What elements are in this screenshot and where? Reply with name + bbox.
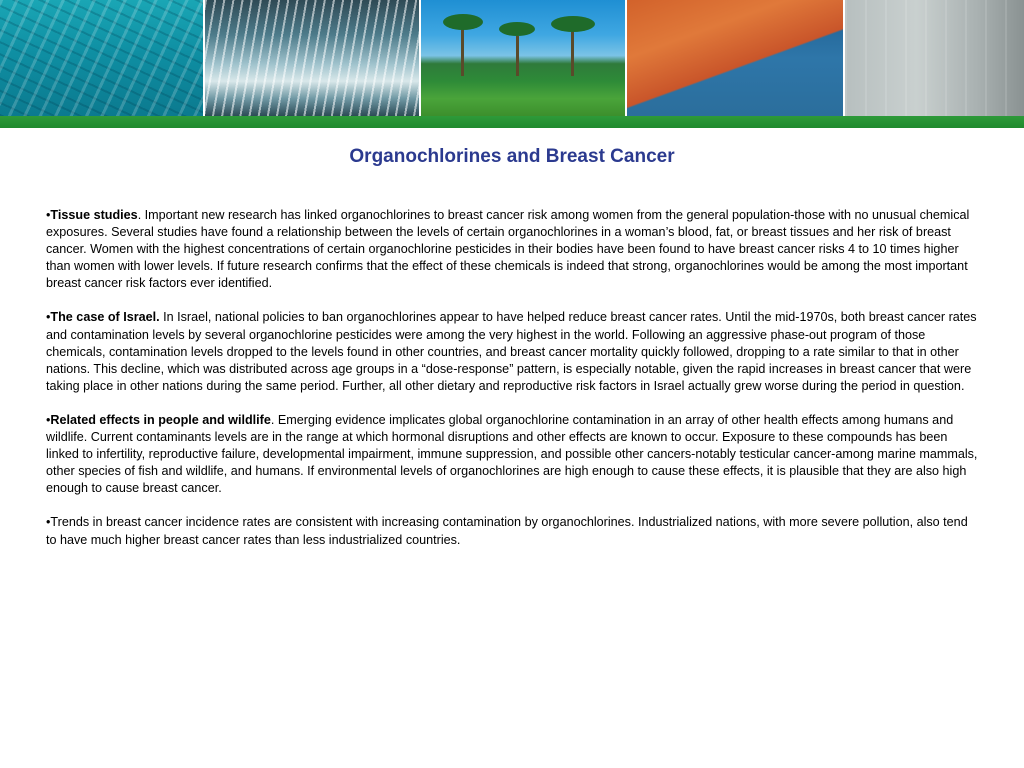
marsh-landscape-photo bbox=[627, 0, 843, 116]
bullet-glyph: • bbox=[46, 310, 51, 325]
paragraph-text: Trends in breast cancer incidence rates are consistent with increasing contamination by organochlorines. Industrialized nations, with more severe pollution, also tend to have much higher breast cancer rates than less industrialized countries. bbox=[46, 515, 968, 547]
bullet-glyph: • bbox=[46, 515, 51, 530]
concrete-wall-photo bbox=[845, 0, 1024, 116]
palm-trees-photo bbox=[421, 0, 625, 116]
paragraph-text: . Important new research has linked organochlorines to breast cancer risk among women from the general population-those with no unusual chemical exposures. Several studies have found a relationship between the levels of certain organochlorines in a woman’s blood, fat, or breast tissues and her risk of breast cancer. Women with the highest concentrations of certain organochlorine pesticides in their bodies have been found to have breast cancer risks 4 to 10 times higher than women with lower levels. If future research confirms that the effect of these chemicals is indeed that strong, organochlorines would be among the most important breast cancer risk factors ever identified. bbox=[46, 208, 970, 291]
waterfall-photo bbox=[205, 0, 419, 116]
bullet-paragraph bbox=[46, 207, 980, 292]
pool-water-photo bbox=[0, 0, 203, 116]
bullet-glyph: • bbox=[46, 208, 51, 222]
bullet-paragraph bbox=[46, 412, 980, 497]
paragraph-lead: The case of Israel. bbox=[50, 310, 160, 325]
paragraph-lead: Tissue studies bbox=[50, 208, 138, 222]
paragraph-text: . Emerging evidence implicates global organochlorine contamination in an array of other health effects among humans and wildlife. Current contaminants levels are in the range at which hormonal disruptions and other effects are known to occur. Exposure to these compounds has been linked to infertility, reproductive failure, developmental impairment, immune suppression, and possible other cancers-notably testicular cancer-among marine mammals, other species of fish and wildlife, and humans. If environmental levels of organochlorines are high enough to cause these effects, it is plausible that they are also high enough to cause breast cancer. bbox=[46, 412, 978, 496]
bullet-paragraph bbox=[46, 309, 980, 394]
header-photo-banner bbox=[0, 0, 1024, 116]
slide-body bbox=[46, 207, 980, 566]
header-green-bar bbox=[0, 116, 1024, 128]
paragraph-lead: Related effects in people and wildlife bbox=[50, 412, 271, 427]
bullet-paragraph bbox=[46, 514, 980, 548]
bullet-glyph: • bbox=[46, 412, 51, 427]
paragraph-text: In Israel, national policies to ban organochlorines appear to have helped reduce breast cancer rates. Until the mid-1970s, both breast cancer rates and contamination levels by several organochlorine pesticides were among the very highest in the world. Following an aggressive phase-out program of those chemicals, contamination levels dropped to the levels found in other countries, and breast cancer mortality quickly followed, dropping to a rate similar to that in other nations. This decline, which was distributed across age groups in a “dose-response” pattern, is especially notable, given the rapid increases in breast cancer that were taking place in other nations during the same period. Further, all other dietary and reproductive risk factors in Israel actually grew worse during the period in question. bbox=[46, 310, 977, 393]
slide-title: Organochlorines and Breast Cancer bbox=[349, 146, 675, 167]
